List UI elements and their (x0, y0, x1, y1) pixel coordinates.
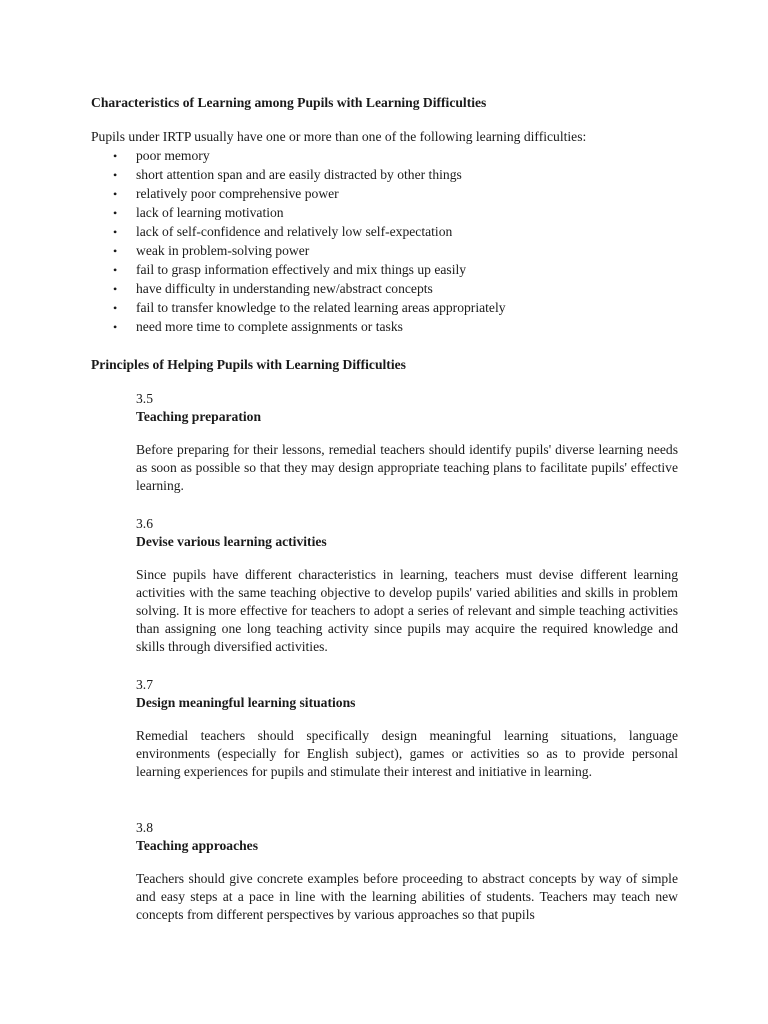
section-number: 3.8 (136, 820, 153, 835)
section-number: 3.7 (136, 677, 153, 692)
section-body: Teachers should give concrete examples before proceeding to abstract concepts by way of simple and easy steps at a pace in line with the learning abilities of students. Teachers may teach new concepts from different perspectives by various approaches so that pupils (136, 871, 678, 922)
list-item-text: fail to grasp information effectively and mix things up easily (136, 262, 467, 277)
bullet-icon: • (113, 225, 118, 239)
bullet-icon: • (113, 187, 118, 201)
bullet-icon: • (113, 244, 118, 258)
section-number: 3.6 (136, 516, 153, 531)
list-item-text: lack of self-confidence and relatively low self-expectation (136, 224, 453, 239)
section-number: 3.5 (136, 391, 153, 406)
heading-characteristics: Characteristics of Learning among Pupils with Learning Difficulties (91, 95, 487, 110)
section-body: Remedial teachers should specifically design meaningful learning situations, language environments (especially for English subject), games or activities so as to provide personal learning experiences for pupils and stimulate their interest and initiative in learning. (136, 728, 678, 779)
list-item (113, 204, 506, 223)
bullet-icon: • (113, 206, 118, 220)
bullet-icon: • (113, 301, 118, 315)
heading-principles: Principles of Helping Pupils with Learning Difficulties (91, 357, 406, 372)
section-title: Teaching preparation (136, 409, 262, 424)
intro-paragraph: Pupils under IRTP usually have one or more than one of the following learning difficulties: (91, 129, 587, 144)
list-item (113, 223, 506, 242)
bullet-icon: • (113, 149, 118, 163)
section-body: Before preparing for their lessons, remedial teachers should identify pupils' diverse learning needs as soon as possible so that they may design appropriate teaching plans to facilitate pupils' effective learning. (136, 442, 678, 493)
list-item (113, 280, 506, 299)
section-3-7 (136, 676, 678, 781)
section-title: Teaching approaches (136, 838, 258, 853)
bullet-icon: • (113, 263, 118, 277)
section-3-6 (136, 515, 678, 656)
section-title: Devise various learning activities (136, 534, 327, 549)
list-item (113, 261, 506, 280)
list-item (113, 299, 506, 318)
bullet-icon: • (113, 168, 118, 182)
list-item (113, 147, 506, 166)
list-item-text: relatively poor comprehensive power (136, 186, 339, 201)
bullet-icon: • (113, 282, 118, 296)
section-title: Design meaningful learning situations (136, 695, 356, 710)
difficulties-list (113, 147, 506, 337)
list-item-text: need more time to complete assignments or tasks (136, 319, 403, 334)
list-item-text: weak in problem-solving power (136, 243, 310, 258)
section-3-5 (136, 390, 678, 495)
list-item-text: fail to transfer knowledge to the related learning areas appropriately (136, 300, 506, 315)
list-item-text: short attention span and are easily distracted by other things (136, 167, 462, 182)
list-item (113, 185, 506, 204)
list-item-text: have difficulty in understanding new/abstract concepts (136, 281, 433, 296)
bullet-icon: • (113, 320, 118, 334)
section-3-8 (136, 819, 678, 924)
section-body: Since pupils have different characteristics in learning, teachers must devise different learning activities with the same teaching objective to develop pupils' varied abilities and skills in problem solving. It is more effective for teachers to adopt a series of relevant and simple teaching activities than assigning one long teaching activity since pupils may acquire the required knowledge and skills through diversified activities. (136, 567, 678, 654)
list-item (113, 318, 506, 337)
list-item-text: lack of learning motivation (136, 205, 284, 220)
list-item-text: poor memory (136, 148, 210, 163)
list-item (113, 166, 506, 185)
list-item (113, 242, 506, 261)
